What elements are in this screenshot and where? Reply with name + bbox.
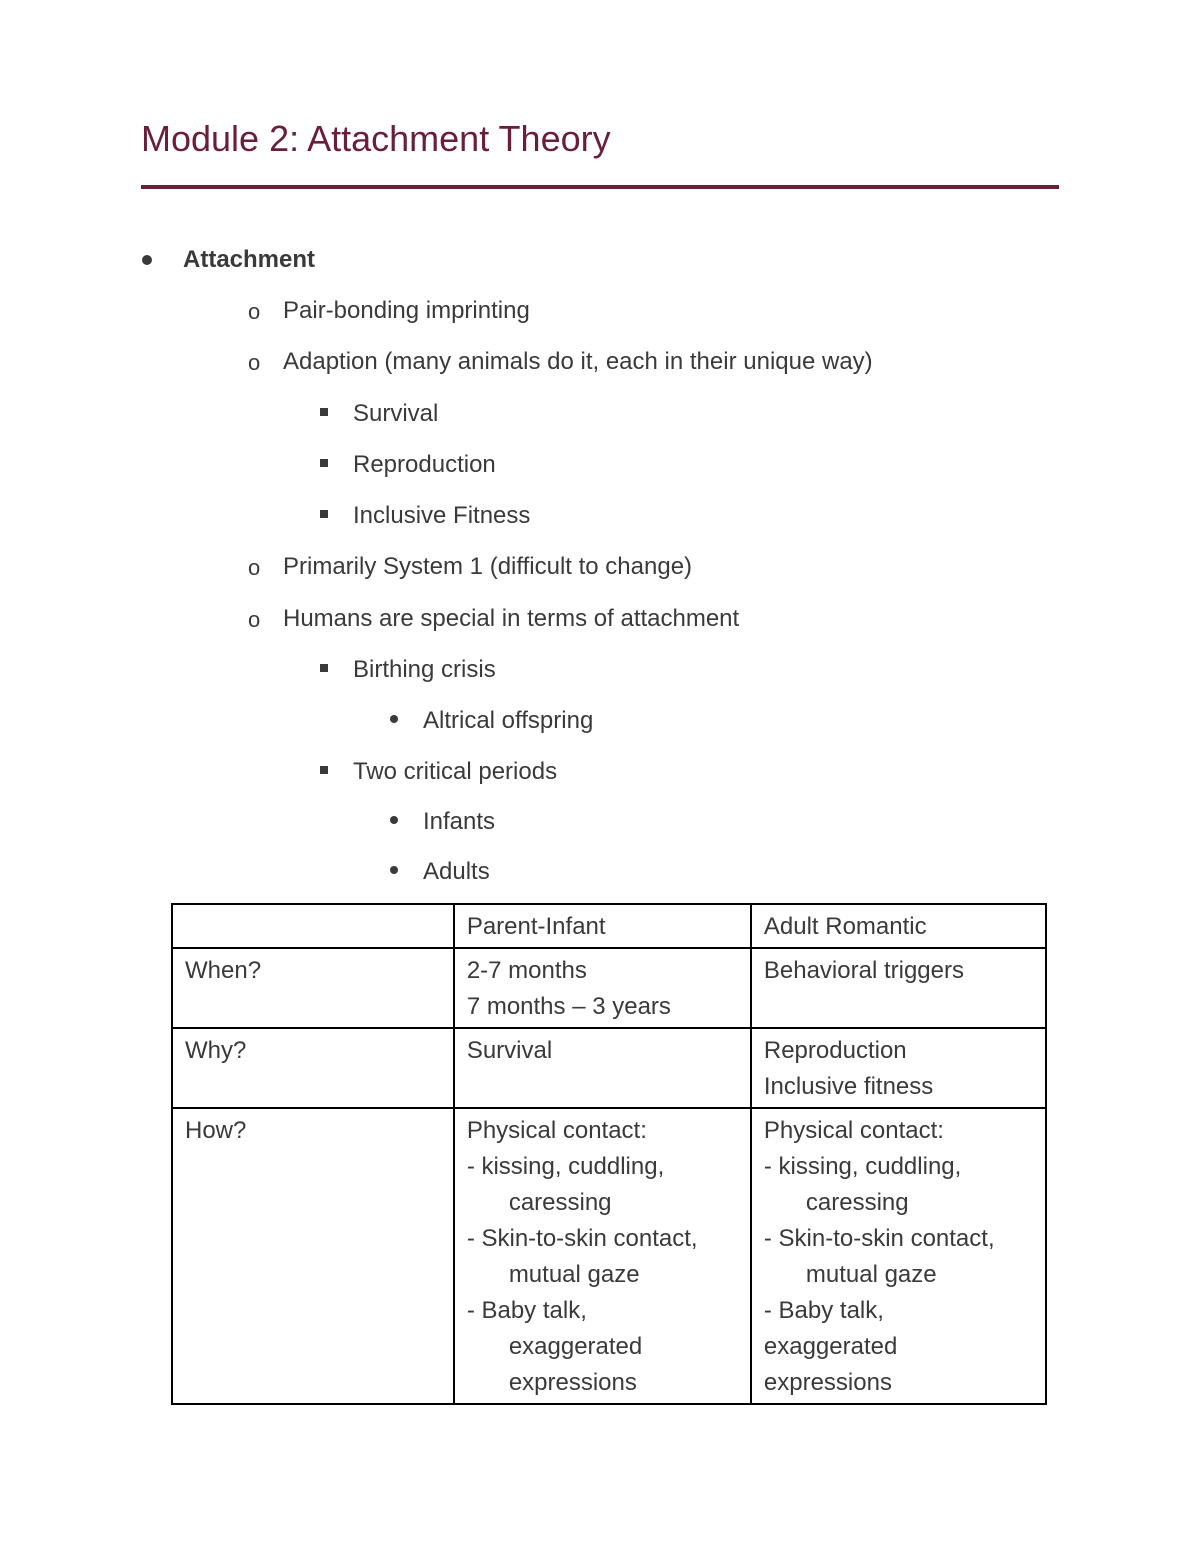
cell-line: - Baby talk, — [466, 1297, 587, 1324]
cell-line: mutual gaze — [805, 1261, 937, 1288]
cell-line: Behavioral triggers — [763, 957, 964, 984]
table-row — [172, 948, 1046, 1028]
table-row — [172, 1028, 1046, 1108]
cell-line: Physical contact: — [466, 1117, 647, 1144]
table-row-label: When? — [172, 948, 454, 1028]
bullet-disc-icon — [390, 866, 398, 874]
cell-line: Reproduction — [763, 1037, 907, 1064]
cell-line: caressing — [508, 1189, 612, 1216]
cell-line: Physical contact: — [763, 1117, 944, 1144]
bullet-square-icon — [320, 408, 328, 416]
table-cell — [454, 1028, 751, 1108]
cell-line: - Skin-to-skin contact, — [466, 1225, 698, 1252]
table-row-label: How? — [172, 1108, 454, 1404]
table-cell — [751, 948, 1046, 1028]
table-cell — [454, 948, 751, 1028]
outline-item-adults: Adults — [423, 858, 490, 885]
cell-line: 2-7 months — [466, 957, 587, 984]
bullet-circle-icon: o — [248, 299, 261, 324]
table-row-label: Why? — [172, 1028, 454, 1108]
bullet-disc-icon — [390, 715, 398, 723]
cell-line: mutual gaze — [508, 1261, 640, 1288]
bullet-circle-icon: o — [248, 555, 261, 580]
bullet-square-icon — [320, 510, 328, 518]
cell-line: - Skin-to-skin contact, — [763, 1225, 995, 1252]
cell-line: caressing — [805, 1189, 909, 1216]
attachment-table — [171, 903, 1047, 1405]
bullet-circle-icon: o — [248, 607, 261, 632]
table-cell — [751, 1028, 1046, 1108]
bullet-square-icon — [320, 766, 328, 774]
page-title: Module 2: Attachment Theory — [141, 118, 611, 159]
outline-item-humans-special: Humans are special in terms of attachment — [283, 605, 740, 632]
outline-item-altrical: Altrical offspring — [423, 707, 594, 734]
outline-item-two-critical: Two critical periods — [353, 758, 558, 785]
outline-item-inclusive-fitness: Inclusive Fitness — [353, 502, 531, 529]
table-header-parent-infant: Parent-Infant — [454, 904, 751, 948]
table-header-adult-romantic: Adult Romantic — [751, 904, 1046, 948]
outline-item-reproduction: Reproduction — [353, 451, 496, 478]
table-cell — [172, 904, 454, 948]
cell-line: - kissing, cuddling, — [466, 1153, 665, 1180]
outline-item-pair-bonding: Pair-bonding imprinting — [283, 297, 530, 324]
cell-line: Inclusive fitness — [763, 1073, 934, 1100]
outline-heading: Attachment — [183, 246, 316, 273]
bullet-disc-icon — [142, 255, 152, 265]
cell-line: - kissing, cuddling, — [763, 1153, 962, 1180]
cell-line: exaggerated — [508, 1333, 643, 1360]
table-cell — [751, 1108, 1046, 1404]
bullet-circle-icon: o — [248, 350, 261, 375]
cell-line: exaggerated — [763, 1333, 898, 1360]
bullet-disc-icon — [390, 816, 398, 824]
outline-item-survival: Survival — [353, 400, 439, 427]
table-header-row — [172, 904, 1046, 948]
outline-item-adaption: Adaption (many animals do it, each in their unique way) — [283, 348, 873, 375]
outline-item-system1: Primarily System 1 (difficult to change) — [283, 553, 693, 580]
cell-line: - Baby talk, — [763, 1297, 884, 1324]
cell-line: expressions — [508, 1369, 637, 1396]
outline-item-birthing-crisis: Birthing crisis — [353, 656, 496, 683]
bullet-square-icon — [320, 459, 328, 467]
table-row — [172, 1108, 1046, 1404]
cell-line: 7 months – 3 years — [466, 993, 671, 1020]
cell-line: expressions — [763, 1369, 892, 1396]
cell-line: Survival — [466, 1037, 553, 1064]
title-divider — [141, 185, 1059, 189]
table-cell — [454, 1108, 751, 1404]
outline-item-infants: Infants — [423, 808, 496, 835]
bullet-square-icon — [320, 664, 328, 672]
